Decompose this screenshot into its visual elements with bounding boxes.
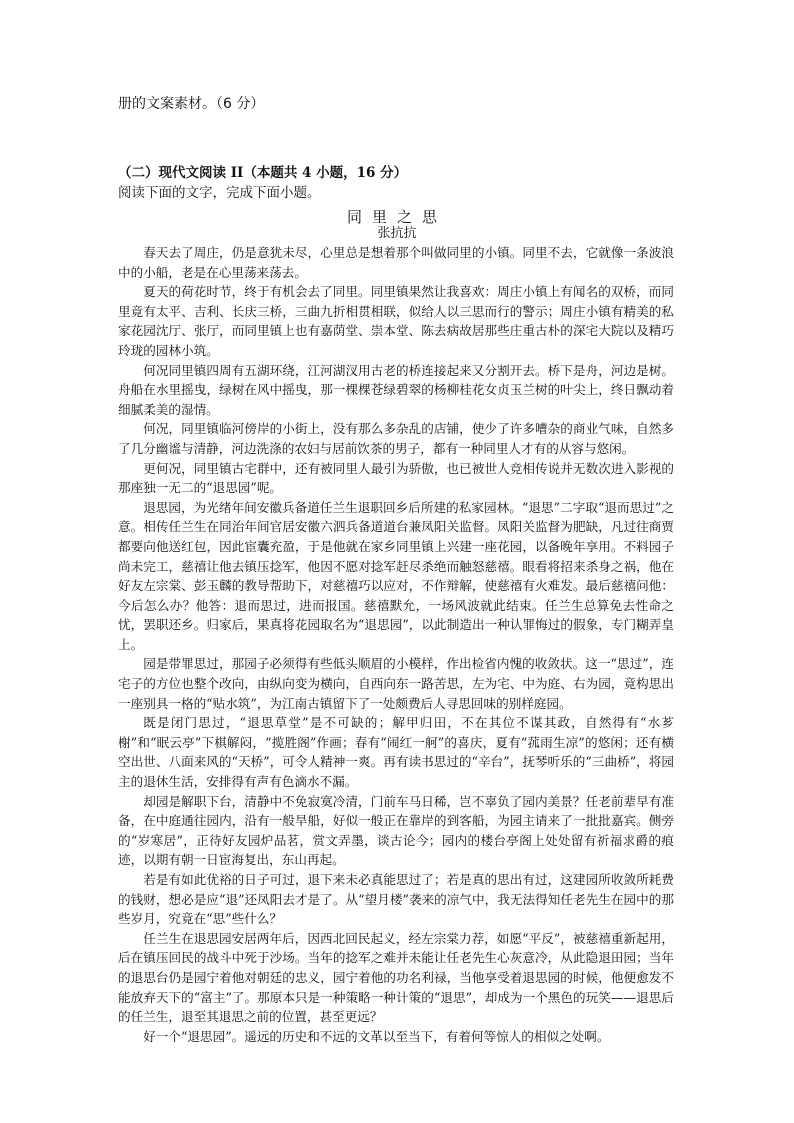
paragraph: 既是闭门思过，“退思草堂”是不可缺的；解甲归田，不在其位不谋其政，自然得有“水芗榭”和“眠云亭”下棋解闷，“揽胜阁”作画；春有“闹红一舸”的喜庆，夏有“菰雨生凉”的悠闲；还有横空出世、八面来风的“天桥”，可令人精神一爽。再有读书思过的“辛台”，抚琴听乐的“三曲桥”，将园主的退休生活，安排得有声有色滴水不漏。 — [118, 715, 674, 790]
paragraph: 好一个“退思园”。遥远的历史和不远的文革以至当下，有着何等惊人的相似之处啊。 — [143, 1028, 610, 1044]
previous-question-tail: 册的文案素材。（6 分） — [118, 96, 265, 112]
article-title: 同里之思 — [346, 208, 447, 226]
paragraph: 春天去了周庄，仍是意犹未尽，心里总是想着那个叫做同里的小镇。同里不去，它就像一条波浪中的小船，老是在心里荡来荡去。 — [118, 245, 674, 280]
paragraph: 园是带罪思过，那园子必须得有些低头顺眉的小模样，作出检省内愧的收敛状。这一“思过”，连宅子的方位也整个改向，由纵向变为横向，自西向东一路苦思，左为宅、中为庭、右为园，竟构思出一座别具一格的“贴水筑”，为江南古镇留下了一处颇费后人寻思回味的别样庭园。 — [118, 656, 674, 711]
paragraph: 退思园，为光绪年间安徽兵备道任兰生退职回乡后所建的私家园林。“退思”二字取“退而思过”之意。相传任兰生在同治年间官居安徽六泗兵备道道台兼凤阳关监督。凤阳关监督为肥缺，凡过往商贾都要向他送红包，因此宦囊充盈，于是他就在家乡同里镇上兴建一座花园，以备晚年享用。不料园子尚未完工，慈禧让他去镇压捻军，他因不愿对捻军赶尽杀绝而触怒慈禧。眼看将招来杀身之祸，他在好友左宗棠、彭玉麟的教导帮助下，对慈禧巧以应对，不作辩解，使慈禧有火难发。最后慈禧问他：今后怎么办？他答：退而思过，进而报国。慈禧默允，一场风波就此结束。任兰生总算免去性命之忧，罢职还乡。归家后，果真将花园取名为“退思园”，以此制造出一种认罪悔过的假象，专门糊弄皇上。 — [118, 499, 674, 652]
paragraph: 何况同里镇四周有五湖环绕，江河湖汊用古老的桥连接起来又分割开去。桥下是舟，河边是树。舟船在水里摇曳，绿树在风中摇曳，那一棵棵苍绿碧翠的杨柳桂花女贞玉兰树的叶尖上，终日飘动着细腻柔美的湿情。 — [118, 362, 674, 417]
article-body — [118, 243, 674, 1046]
paragraph: 夏天的荷花时节，终于有机会去了同里。同里镇果然让我喜欢：周庄小镇上有闻名的双桥，而同里竟有太平、吉利、长庆三桥，三曲九折相贯相联，似给人以三思而行的警示；周庄小镇有精美的私家花园沈厅、张厅，而同里镇上也有嘉荫堂、崇本堂、陈去病故居那些庄重古朴的深宅大院以及精巧玲珑的园林小筑。 — [118, 284, 674, 358]
paragraph: 任兰生在退思园安居两年后，因西北回民起义，经左宗棠力荐，如愿“平反”，被慈禧重新起用，后在镇压回民的战斗中死于沙场。当年的捻军之难并未能让任老先生心灰意冷，从此隐退田园；当年的退思台仍是园宁着他对朝廷的忠义，园宁着他的功名利禄，当他享受着退思园的时候，他便愈发不能放弃天下的“富主”了。那原本只是一种策略一种计策的“退思”，却成为一个黑色的玩笑——退思后的任兰生，退至其退思之前的位置，甚至更远？ — [118, 930, 674, 1025]
paragraph: 更何况，同里镇古宅群中，还有被同里人最引为骄傲，也已被世人竞相传说并无数次进入影视的那座独一无二的“退思园”呢。 — [118, 460, 674, 496]
paragraph: 却园是解职下台，清静中不免寂寞冷清，门前车马日稀，岂不辜负了园内美景？任老前辈早有准备，在中庭通往园内，沿有一般旱船，好似一般正在靠岸的到客船，为园主请来了一批批嘉宾。侧旁的“岁寒居”，正待好友园炉品茗，赏文弄墨，谈古论今；园内的楼台亭阁上处处留有祈福求爵的痕迹，以期有朝一日宦海复出，东山再起。 — [118, 793, 674, 868]
article-author: 张抗抗 — [377, 226, 417, 241]
paragraph: 何况，同里镇临河傍岸的小街上，没有那么多杂乱的店铺，使少了许多嘈杂的商业气味，自然多了几分幽谧与清静，河边洗涤的农妇与居前饮茶的男子，都有一种同里人才有的从容与悠闲。 — [118, 421, 674, 456]
paragraph: 若是有如此优裕的日子可过，退下来未必真能思过了；若是真的思出有过，这建园所收敛所耗费的钱财，想必是应“退”还凤阳去才是了。从“望月楼”袭来的凉气中，我无法得知任老先生在园中的那些岁月，究竟在“思”些什么？ — [118, 872, 674, 927]
section-heading: （二）现代文阅读 II（本题共 4 小题，16 分） — [118, 165, 408, 181]
reading-instruction: 阅读下面的文字，完成下面小题。 — [118, 185, 321, 201]
